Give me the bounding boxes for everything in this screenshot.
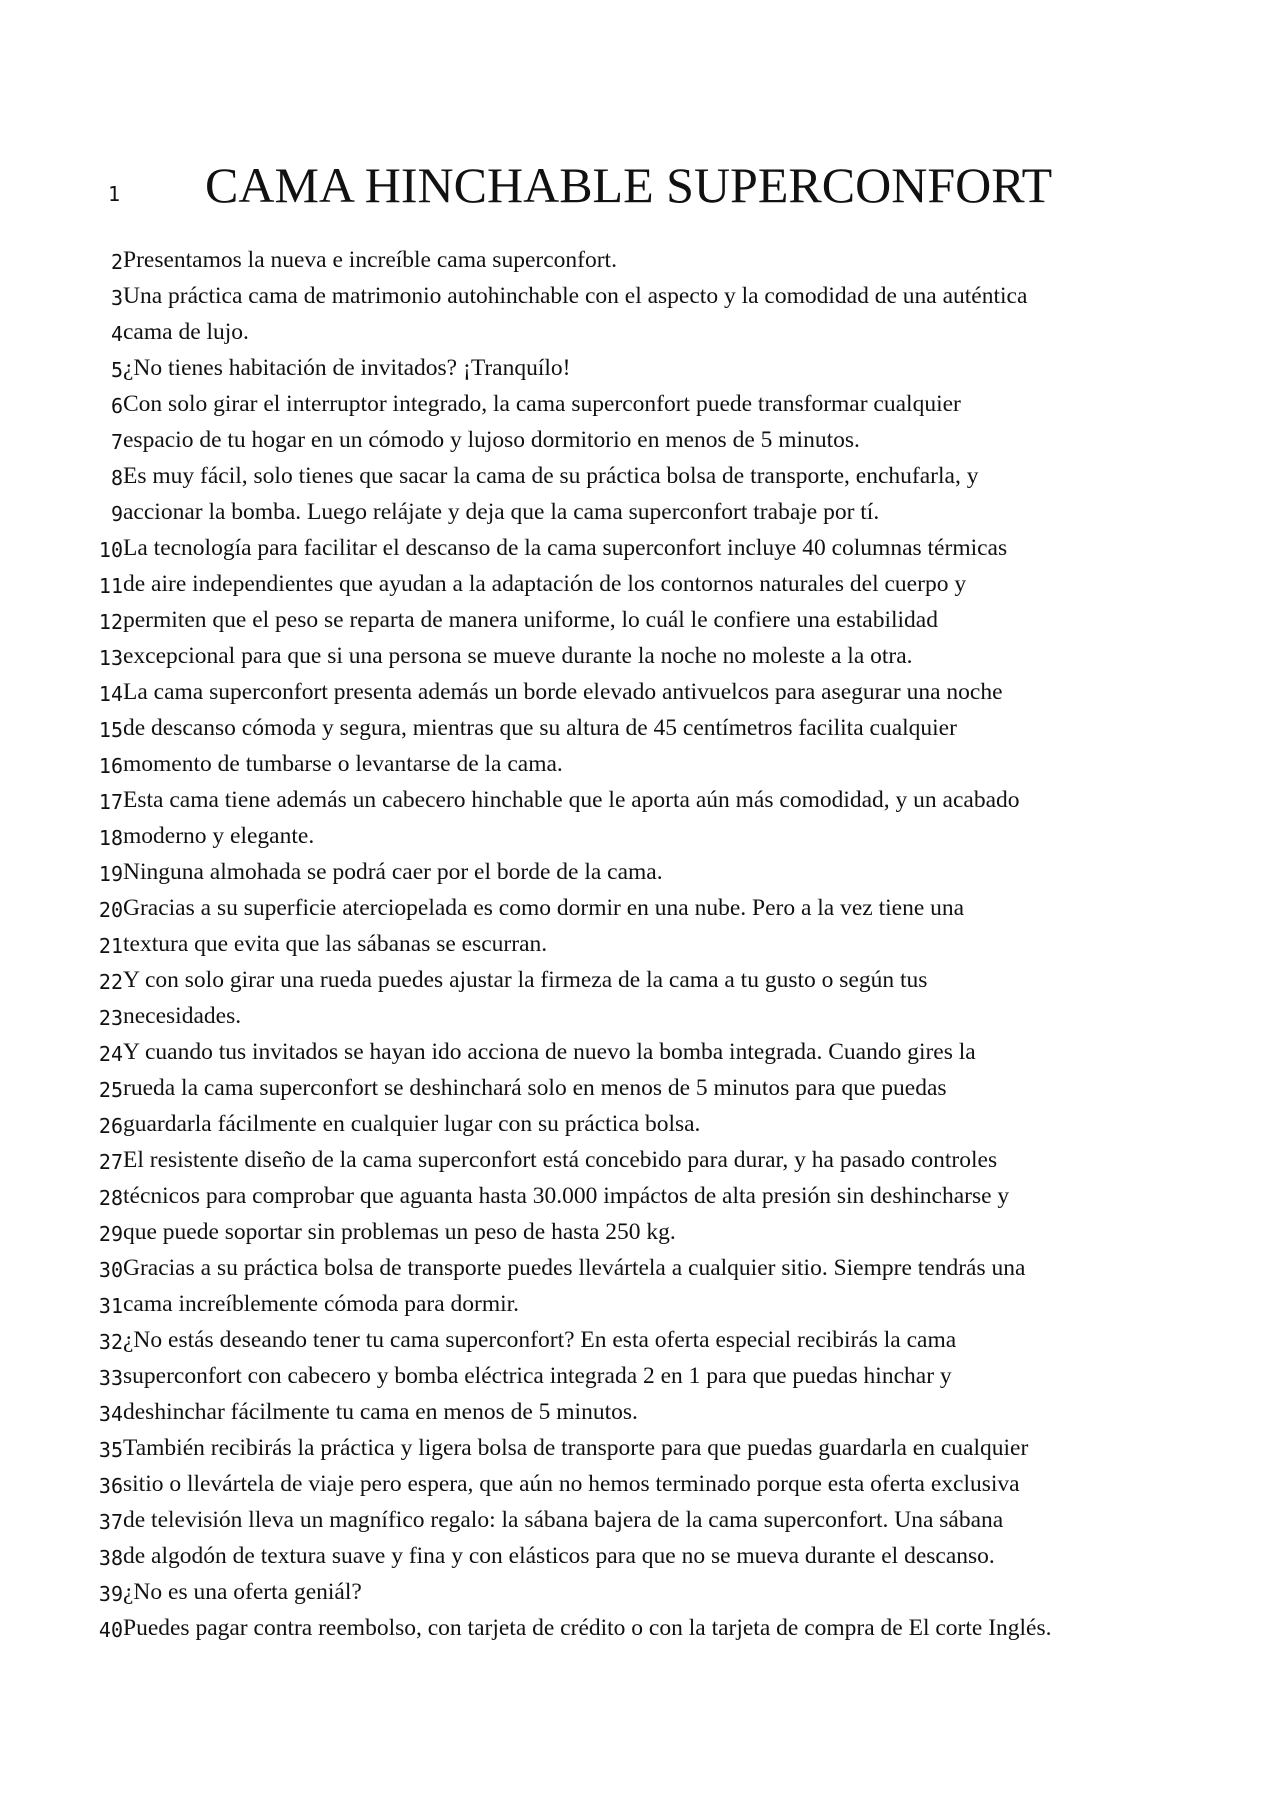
- text-line: [0, 1538, 1280, 1574]
- line-text: excepcional para que si una persona se mueve durante la noche no moleste a la otra.: [123, 643, 913, 669]
- text-line: [0, 1286, 1280, 1322]
- line-number: 32: [98, 1330, 123, 1354]
- line-number: 16: [98, 754, 123, 778]
- line-number: 5: [110, 358, 123, 382]
- line-number: 10: [98, 538, 123, 562]
- line-number: 1: [108, 182, 121, 206]
- line-number: 31: [98, 1294, 123, 1318]
- line-text: textura que evita que las sábanas se escurran.: [123, 931, 548, 957]
- line-text: Gracias a su práctica bolsa de transporte puedes llevártela a cualquier sitio. Siempre tendrás una: [123, 1255, 1026, 1281]
- text-line: [0, 566, 1280, 602]
- line-text: Y cuando tus invitados se hayan ido acciona de nuevo la bomba integrada. Cuando gires la: [123, 1039, 976, 1065]
- text-line: [0, 746, 1280, 782]
- line-number: 22: [98, 970, 123, 994]
- line-text: deshinchar fácilmente tu cama en menos de 5 minutos.: [123, 1399, 638, 1425]
- line-text: guardarla fácilmente en cualquier lugar con su práctica bolsa.: [123, 1111, 701, 1137]
- line-number: 11: [98, 574, 123, 598]
- line-number: 6: [110, 394, 123, 418]
- text-line: [0, 458, 1280, 494]
- text-line: [0, 1178, 1280, 1214]
- text-line: [0, 1466, 1280, 1502]
- line-number: 12: [98, 610, 123, 634]
- line-number: 29: [98, 1222, 123, 1246]
- line-number: 40: [98, 1618, 123, 1642]
- line-number: 36: [98, 1474, 123, 1498]
- line-number: 24: [98, 1042, 123, 1066]
- text-line: [0, 350, 1280, 386]
- line-text: El resistente diseño de la cama superconfort está concebido para durar, y ha pasado controles: [123, 1147, 998, 1173]
- line-text: ¿No estás deseando tener tu cama superconfort? En esta oferta especial recibirás la cama: [123, 1327, 957, 1353]
- line-text: espacio de tu hogar en un cómodo y lujoso dormitorio en menos de 5 minutos.: [123, 427, 860, 453]
- line-number: 34: [98, 1402, 123, 1426]
- line-text: de aire independientes que ayudan a la adaptación de los contornos naturales del cuerpo y: [123, 571, 967, 597]
- line-text: Ninguna almohada se podrá caer por el borde de la cama.: [123, 859, 663, 885]
- line-text: moderno y elegante.: [123, 823, 315, 849]
- text-line: [0, 1214, 1280, 1250]
- text-line: [0, 530, 1280, 566]
- line-text: Gracias a su superficie aterciopelada es como dormir en una nube. Pero a la vez tiene una: [123, 895, 965, 921]
- line-number: 8: [110, 466, 123, 490]
- line-number: 2: [110, 250, 123, 274]
- text-line: [0, 422, 1280, 458]
- line-number: 15: [98, 718, 123, 742]
- line-text: de descanso cómoda y segura, mientras que su altura de 45 centímetros facilita cualquier: [123, 715, 957, 741]
- numbered-lines: [0, 242, 1280, 1646]
- text-line: [0, 314, 1280, 350]
- line-text: superconfort con cabecero y bomba eléctrica integrada 2 en 1 para que puedas hinchar y: [123, 1363, 952, 1389]
- text-line: [0, 890, 1280, 926]
- line-text: ¿No tienes habitación de invitados? ¡Tranquílo!: [123, 355, 571, 381]
- line-text: momento de tumbarse o levantarse de la cama.: [123, 751, 563, 777]
- line-number: 13: [98, 646, 123, 670]
- line-number: 27: [98, 1150, 123, 1174]
- line-number: 26: [98, 1114, 123, 1138]
- line-number: 25: [98, 1078, 123, 1102]
- line-number: 21: [98, 934, 123, 958]
- line-number: 33: [98, 1366, 123, 1390]
- line-text: La tecnología para facilitar el descanso de la cama superconfort incluye 40 columnas térmicas: [123, 535, 1008, 561]
- line-text: Puedes pagar contra reembolso, con tarjeta de crédito o con la tarjeta de compra de El corte Inglés.: [123, 1615, 1052, 1641]
- line-number: 35: [98, 1438, 123, 1462]
- line-number: 3: [110, 286, 123, 310]
- line-text: Esta cama tiene además un cabecero hinchable que le aporta aún más comodidad, y un acabado: [123, 787, 1020, 813]
- line-text: La cama superconfort presenta además un borde elevado antivuelcos para asegurar una noche: [123, 679, 1003, 705]
- line-text: que puede soportar sin problemas un peso de hasta 250 kg.: [123, 1219, 676, 1245]
- text-line: [0, 1394, 1280, 1430]
- text-line: [0, 494, 1280, 530]
- text-line: [0, 1106, 1280, 1142]
- line-number: 7: [110, 430, 123, 454]
- text-line: [0, 1322, 1280, 1358]
- text-line: [0, 1610, 1280, 1646]
- line-number: 18: [98, 826, 123, 850]
- document-title: CAMA HINCHABLE SUPERCONFORT: [205, 157, 1053, 213]
- line-text: Presentamos la nueva e increíble cama superconfort.: [123, 247, 617, 273]
- text-line: [0, 1358, 1280, 1394]
- text-line: [0, 242, 1280, 278]
- line-number: 4: [110, 322, 123, 346]
- line-number: 30: [98, 1258, 123, 1282]
- line-text: de algodón de textura suave y fina y con elásticos para que no se mueva durante el descanso.: [123, 1543, 995, 1569]
- line-number: 14: [98, 682, 123, 706]
- line-text: de televisión lleva un magnífico regalo: la sábana bajera de la cama superconfort. Una sábana: [123, 1507, 1004, 1533]
- text-line: [0, 1142, 1280, 1178]
- title-line: [0, 150, 1280, 220]
- text-line: [0, 1034, 1280, 1070]
- line-text: rueda la cama superconfort se deshinchará solo en menos de 5 minutos para que puedas: [123, 1075, 947, 1101]
- line-number: 17: [98, 790, 123, 814]
- text-line: [0, 854, 1280, 890]
- text-line: [0, 782, 1280, 818]
- line-number: 19: [98, 862, 123, 886]
- line-text: sitio o llevártela de viaje pero espera, que aún no hemos terminado porque esta oferta exclusiva: [123, 1471, 1020, 1497]
- line-text: También recibirás la práctica y ligera bolsa de transporte para que puedas guardarla en cualquier: [123, 1435, 1029, 1461]
- line-text: técnicos para comprobar que aguanta hasta 30.000 impáctos de alta presión sin deshincharse y: [123, 1183, 1010, 1209]
- line-text: necesidades.: [123, 1003, 242, 1029]
- line-text: ¿No es una oferta geniál?: [123, 1579, 362, 1605]
- line-text: cama increíblemente cómoda para dormir.: [123, 1291, 520, 1317]
- line-text: Es muy fácil, solo tienes que sacar la cama de su práctica bolsa de transporte, enchufarla, y: [123, 463, 979, 489]
- line-number: 37: [98, 1510, 123, 1534]
- line-number: 28: [98, 1186, 123, 1210]
- text-line: [0, 1502, 1280, 1538]
- text-line: [0, 1574, 1280, 1610]
- line-number: 20: [98, 898, 123, 922]
- text-line: [0, 1250, 1280, 1286]
- line-text: accionar la bomba. Luego relájate y deja que la cama superconfort trabaje por tí.: [123, 499, 880, 525]
- text-line: [0, 602, 1280, 638]
- text-line: [0, 926, 1280, 962]
- line-text: cama de lujo.: [123, 319, 249, 345]
- text-line: [0, 818, 1280, 854]
- text-line: [0, 278, 1280, 314]
- line-number: 38: [98, 1546, 123, 1570]
- line-number: 23: [98, 1006, 123, 1030]
- text-line: [0, 638, 1280, 674]
- line-number: 39: [98, 1582, 123, 1606]
- line-text: permiten que el peso se reparta de manera uniforme, lo cuál le confiere una estabilidad: [123, 607, 938, 633]
- line-text: Con solo girar el interruptor integrado, la cama superconfort puede transformar cualquier: [123, 391, 961, 417]
- text-line: [0, 386, 1280, 422]
- line-number: 9: [110, 502, 123, 526]
- text-line: [0, 710, 1280, 746]
- line-text: Y con solo girar una rueda puedes ajustar la firmeza de la cama a tu gusto o según tus: [123, 967, 928, 993]
- text-line: [0, 998, 1280, 1034]
- text-line: [0, 962, 1280, 998]
- text-line: [0, 674, 1280, 710]
- text-line: [0, 1070, 1280, 1106]
- line-text: Una práctica cama de matrimonio autohinchable con el aspecto y la comodidad de una auténtica: [123, 283, 1028, 309]
- text-line: [0, 1430, 1280, 1466]
